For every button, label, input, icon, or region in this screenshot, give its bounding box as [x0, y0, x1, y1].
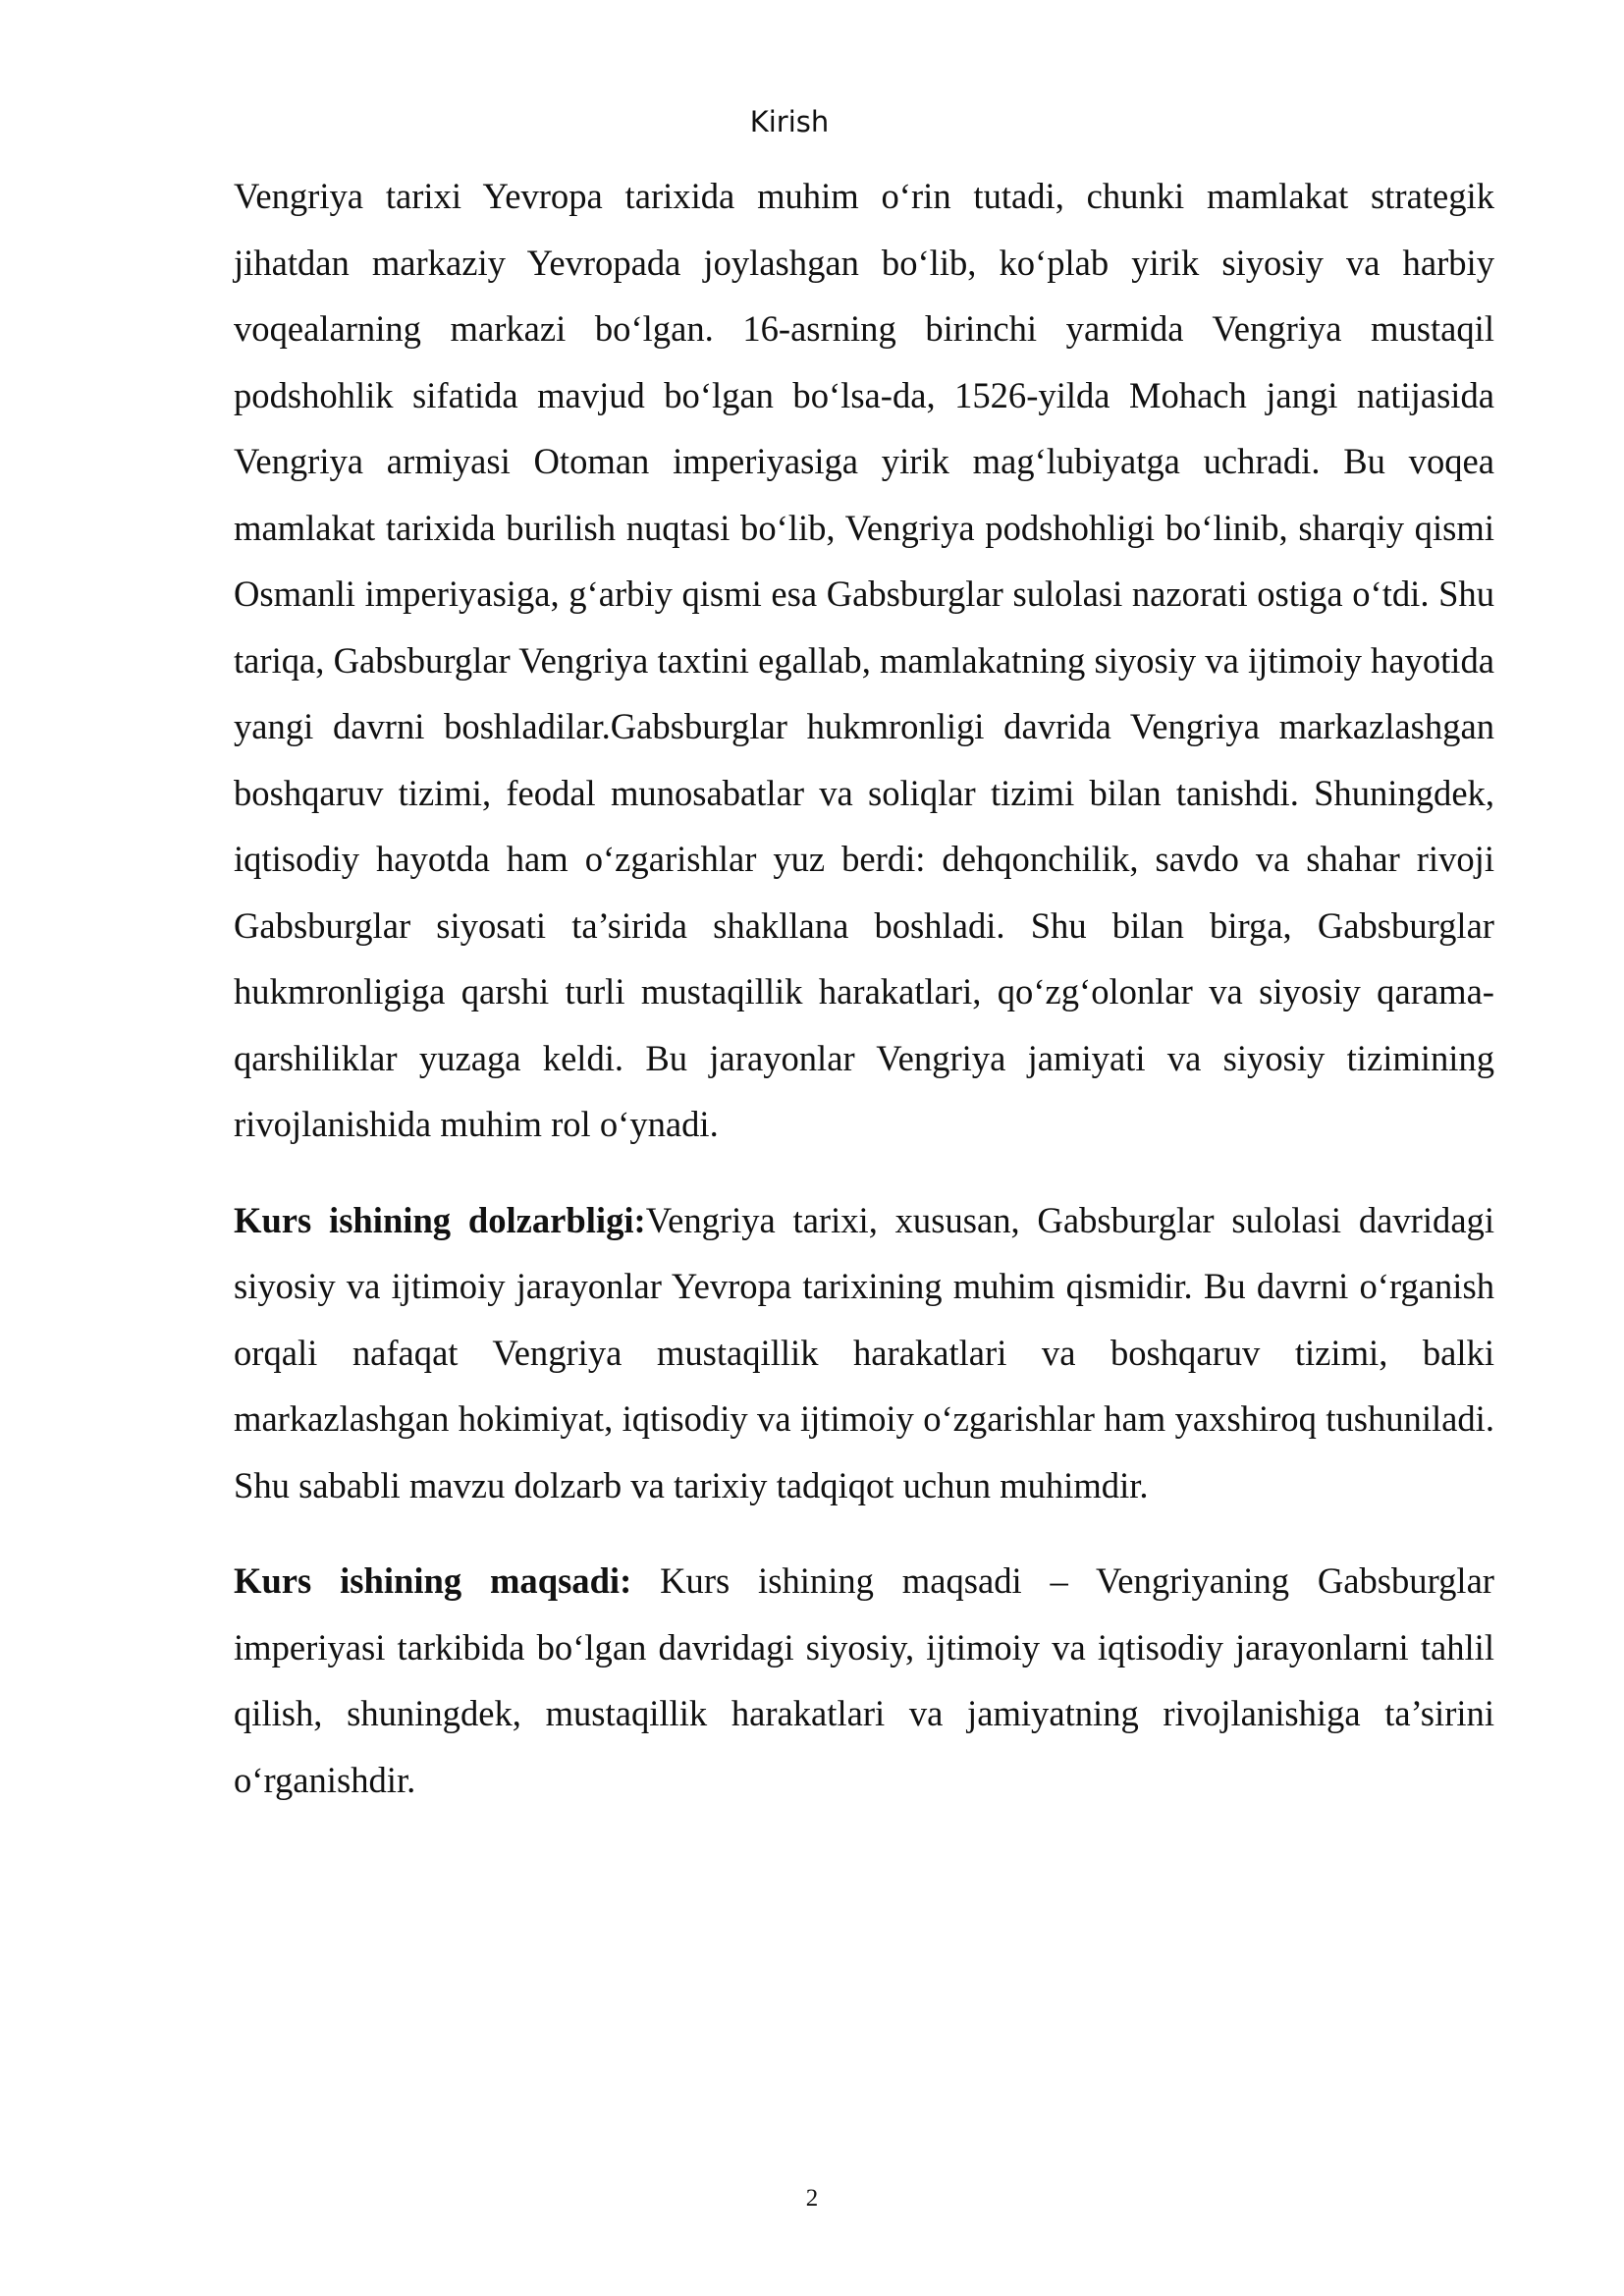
goal-paragraph [234, 1548, 1494, 1813]
relevance-label: Kurs ishining dolzarbligi: [234, 1199, 646, 1240]
document-body [234, 163, 1494, 1813]
relevance-paragraph [234, 1187, 1494, 1519]
relevance-text: Vengriya tarixi, xususan, Gabsburglar sulolasi davridagi siyosiy va ijtimoiy jarayonlar Yevropa tarixining muhim qismidir. Bu davrni o‘rganish orqali nafaqat Vengriya mustaqillik harakatlari va boshqaruv tizimi, balki markazlashgan hokimiyat, iqtisodiy va ijtimoiy o‘zgarishlar ham yaxshiroq tushuniladi. Shu sababli mavzu dolzarb va tarixiy tadqiqot uchun muhimdir. [234, 1199, 1495, 1505]
goal-text: Kurs ishining maqsadi – Vengriyaning Gabsburglar imperiyasi tarkibida bo‘lgan davridagi siyosiy, ijtimoiy va iqtisodiy jarayonlarni tahlil qilish, shuningdek, mustaqillik harakatlari va jamiyatning rivojlanishiga ta’sirini o‘rganishdir. [234, 1560, 1494, 1800]
page-number: 2 [805, 2185, 819, 2212]
intro-paragraph: Vengriya tarixi Yevropa tarixida muhim o‘rin tutadi, chunki mamlakat strategik jihatdan markaziy Yevropada joylashgan bo‘lib, ko‘plab yirik siyosiy va harbiy voqealarning markazi bo‘lgan. 16-asrning birinchi yarmida Vengriya mustaqil podshohlik sifatida mavjud bo‘lgan bo‘lsa-da, 1526-yilda Mohach jangi natijasida Vengriya armiyasi Otoman imperiyasiga yirik mag‘lubiyatga uchradi. Bu voqea mamlakat tarixida burilish nuqtasi bo‘lib, Vengriya podshohligi bo‘linib, sharqiy qismi Osmanli imperiyasiga, g‘arbiy qismi esa Gabsburglar sulolasi nazorati ostiga o‘tdi. Shu tariqa, Gabsburglar Vengriya taxtini egallab, mamlakatning siyosiy va ijtimoiy hayotida yangi davrni boshladilar.Gabsburglar hukmronligi davrida Vengriya markazlashgan boshqaruv tizimi, feodal munosabatlar va soliqlar tizimi bilan tanishdi. Shuningdek, iqtisodiy hayotda ham o‘zgarishlar yuz berdi: dehqonchilik, savdo va shahar rivoji Gabsburglar siyosati ta’sirida shakllana boshladi. Shu bilan birga, Gabsburglar hukmronligiga qarshi turli mustaqillik harakatlari, qo‘zg‘olonlar va siyosiy qarama-qarshiliklar yuzaga keldi. Bu jarayonlar Vengriya jamiyati va siyosiy tizimining rivojlanishida muhim rol o‘ynadi. [234, 176, 1494, 1144]
section-heading: Kirish [749, 105, 830, 138]
goal-label: Kurs ishining maqsadi: [234, 1560, 632, 1601]
